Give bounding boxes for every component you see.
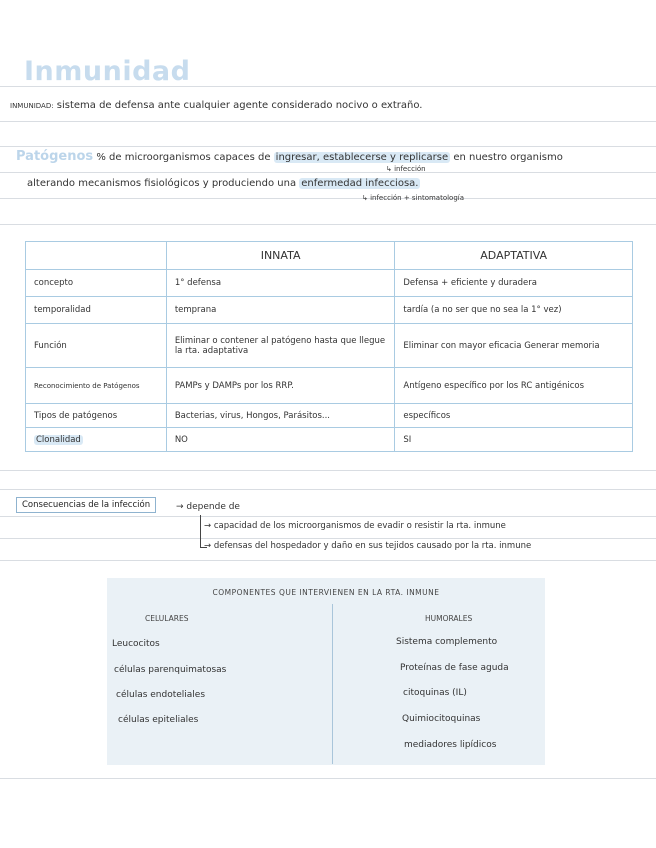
patogenos-line-2 [27, 178, 420, 189]
row-label: temporalidad [26, 297, 167, 324]
ruled-line [0, 224, 656, 225]
adaptativa-cell: Defensa + eficiente y duradera [395, 270, 633, 297]
consecuencias-arrow: → depende de [176, 502, 240, 512]
ruled-line [0, 121, 656, 122]
humorales-item: Proteínas de fase aguda [400, 663, 509, 673]
patogenos-highlight-1: ingresar, establecerse y replicarse [275, 152, 449, 163]
table-row [26, 270, 633, 297]
humorales-item: Quimiocitoquinas [402, 714, 481, 724]
ruled-line [0, 778, 656, 779]
table-row [26, 368, 633, 404]
page-title: Inmunidad [24, 56, 191, 87]
row-label: concepto [26, 270, 167, 297]
table-row [26, 428, 633, 452]
patogenos-line-1 [16, 149, 563, 164]
table-row [26, 324, 633, 368]
humorales-item: Sistema complemento [396, 637, 498, 647]
definition-text: sistema de defensa ante cualquier agente considerado nocivo o extraño. [56, 100, 423, 111]
ruled-line [0, 560, 656, 561]
adaptativa-cell: tardía (a no ser que no sea la 1° vez) [395, 297, 633, 324]
table-header-cell: INNATA [166, 242, 395, 270]
adaptativa-cell: Antígeno específico por los RC antigénicos [395, 368, 633, 404]
row-label: Función [26, 324, 167, 368]
celulares-header: CELULARES [145, 614, 189, 623]
ruled-line [0, 146, 656, 147]
adaptativa-cell: Eliminar con mayor eficacia Generar memoria [395, 324, 633, 368]
adaptativa-cell: específicos [395, 404, 633, 428]
innata-adaptativa-table [25, 241, 633, 452]
innata-cell: Eliminar o contener al patógeno hasta que llegue la rta. adaptativa [166, 324, 395, 368]
adaptativa-cell: SI [395, 428, 633, 452]
humorales-item: citoquinas (IL) [403, 688, 467, 698]
clonalidad-label: Clonalidad [36, 434, 81, 445]
patogenos-text-2: alterando mecanismos fisiológicos y produciendo una [27, 178, 297, 189]
patogenos-text-1a: % de microorganismos capaces de [96, 152, 271, 163]
row-label: Tipos de patógenos [26, 404, 167, 428]
ruled-line [0, 172, 656, 173]
consecuencias-box: Consecuencias de la infección [16, 497, 156, 513]
componentes-panel [107, 578, 545, 765]
innata-cell: Bacterias, virus, Hongos, Parásitos... [166, 404, 395, 428]
humorales-header: HUMORALES [425, 614, 473, 623]
componentes-divider [332, 604, 333, 764]
table-header-cell [26, 242, 167, 270]
innata-cell: NO [166, 428, 395, 452]
ruled-line [0, 489, 656, 490]
consecuencias-item-2: → defensas del hospedador y daño en sus tejidos causado por la rta. inmune [204, 541, 532, 551]
patogenos-label: Patógenos [16, 149, 94, 164]
innata-cell: temprana [166, 297, 395, 324]
humorales-item: mediadores lipídicos [404, 740, 497, 750]
innata-cell: PAMPs y DAMPs por los RRP. [166, 368, 395, 404]
ruled-line [0, 538, 656, 539]
patogenos-text-1b: en nuestro organismo [453, 152, 563, 163]
consecuencias-item-1: → capacidad de los microorganismos de evadir o resistir la rta. inmune [204, 521, 506, 531]
patogenos-highlight-2: enfermedad infecciosa. [301, 178, 419, 189]
table-row [26, 404, 633, 428]
innata-cell: 1° defensa [166, 270, 395, 297]
table-header-row [26, 242, 633, 270]
definition-term: INMUNIDAD: [10, 102, 54, 110]
ruled-line [0, 516, 656, 517]
row-label [26, 428, 167, 452]
patogenos-note-2: ↳ infección + sintomatología [362, 194, 465, 202]
celulares-item: células epiteliales [118, 715, 199, 725]
celulares-item: Leucocitos [112, 639, 160, 649]
ruled-line [0, 198, 656, 199]
ruled-line [0, 470, 656, 471]
celulares-item: células endoteliales [116, 690, 206, 700]
celulares-item: células parenquimatosas [114, 665, 227, 675]
table-row [26, 297, 633, 324]
componentes-title: COMPONENTES QUE INTERVIENEN EN LA RTA. INMUNE [212, 588, 440, 597]
table-header-cell: ADAPTATIVA [395, 242, 633, 270]
patogenos-note-1: ↳ infección [386, 165, 426, 173]
row-label: Reconocimiento de Patógenos [26, 368, 167, 404]
definition-line [10, 100, 422, 111]
